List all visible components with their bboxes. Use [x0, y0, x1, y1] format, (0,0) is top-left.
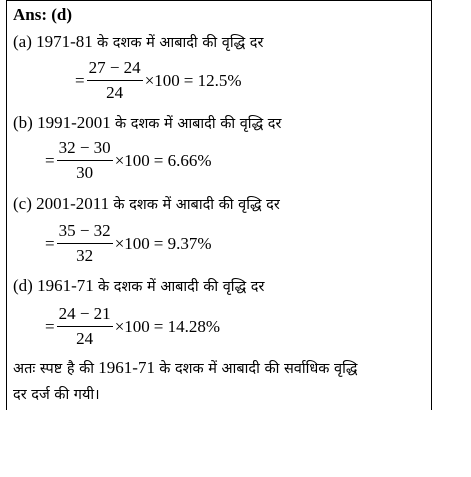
part-c-numerator: 35 − 32: [57, 221, 113, 244]
part-a-period: 1971-81: [36, 32, 93, 51]
part-c-equation: [45, 221, 212, 266]
part-b-denominator: 30: [76, 163, 94, 182]
conclusion-suffix: के दशक में आबादी की सर्वाधिक वृद्धि: [159, 361, 358, 377]
conclusion-line-1: [13, 358, 357, 379]
part-d-equation: [45, 304, 220, 349]
part-b-result: = 6.66%: [153, 150, 212, 170]
part-b-label: (b): [13, 113, 33, 132]
part-c-multiplier: ×100: [114, 233, 150, 253]
part-a-denominator: 24: [106, 83, 124, 102]
part-a-text: के दशक में आबादी की वृद्धि दर: [97, 35, 264, 51]
part-c-result: = 9.37%: [153, 233, 212, 253]
part-c-denominator: 32: [76, 246, 94, 265]
part-a-multiplier: ×100: [144, 70, 180, 90]
part-b-period: 1991-2001: [37, 113, 111, 132]
part-c-title: [13, 194, 280, 215]
part-a-result: = 12.5%: [183, 70, 242, 90]
part-b-title: [13, 113, 281, 134]
part-c-eq-prefix: =: [45, 233, 55, 253]
part-c-text: के दशक में आबादी की वृद्धि दर: [113, 197, 280, 213]
conclusion-period: 1961-71: [98, 358, 155, 377]
part-d-text: के दशक में आबादी की वृद्धि दर: [98, 279, 265, 295]
answer-box: [6, 0, 432, 410]
part-c-period: 2001-2011: [36, 194, 110, 213]
part-b-equation: [45, 138, 212, 183]
part-c-label: (c): [13, 194, 32, 213]
part-d-multiplier: ×100: [114, 316, 150, 336]
part-d-result: = 14.28%: [153, 316, 221, 336]
part-d-numerator: 24 − 21: [57, 304, 113, 327]
part-a-numerator: 27 − 24: [87, 58, 143, 81]
part-d-denominator: 24: [76, 329, 94, 348]
part-a-title: [13, 32, 263, 53]
part-c-fraction: [57, 221, 113, 266]
part-d-title: [13, 276, 264, 297]
part-b-eq-prefix: =: [45, 150, 55, 170]
part-b-multiplier: ×100: [114, 150, 150, 170]
part-b-text: के दशक में आबादी की वृद्धि दर: [115, 116, 282, 132]
part-b-numerator: 32 − 30: [57, 138, 113, 161]
conclusion-line2-text: दर दर्ज की गयी।: [13, 387, 100, 403]
answer-heading: Ans: (d): [13, 5, 73, 24]
part-a-fraction: [87, 58, 143, 103]
conclusion-prefix: अतः स्पष्ट है की: [13, 361, 95, 377]
part-a-label: (a): [13, 32, 32, 51]
part-d-period: 1961-71: [37, 276, 94, 295]
part-d-label: (d): [13, 276, 33, 295]
part-a-eq-prefix: =: [75, 70, 85, 90]
part-d-eq-prefix: =: [45, 316, 55, 336]
part-d-fraction: [57, 304, 113, 349]
part-b-fraction: [57, 138, 113, 183]
part-a-equation: [75, 58, 242, 103]
conclusion-line-2: [13, 384, 100, 405]
